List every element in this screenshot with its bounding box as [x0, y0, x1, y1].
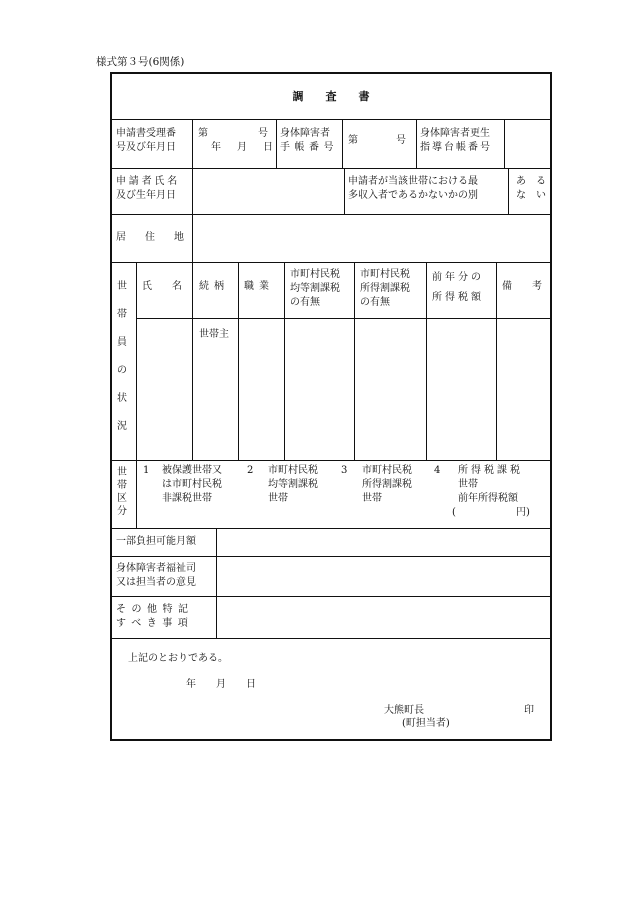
divider — [416, 119, 417, 168]
form-caption: 様式第３号(6関係) — [96, 56, 185, 68]
divider — [496, 262, 497, 460]
applicant-label: 申請者氏名 及び生年月日 — [116, 176, 180, 201]
category-1-text: 被保護世帯又 は市町村民税 非課税世帯 — [162, 465, 222, 504]
divider — [344, 168, 345, 214]
app-date-field: 年 月 日 — [211, 142, 276, 153]
category-4-number: 4 — [434, 465, 441, 476]
partial-burden-label: 一部負担可能月額 — [116, 536, 196, 547]
divider — [238, 262, 239, 460]
divider — [112, 556, 552, 557]
divider — [284, 262, 285, 460]
divider — [426, 262, 427, 460]
category-2-text: 市町村民税 均等割課税 世帯 — [268, 465, 318, 504]
officer-label: (町担当者) — [402, 718, 450, 729]
divider — [354, 262, 355, 460]
divider — [192, 119, 193, 262]
cert-no-label: 身体障害者 手帳番号 — [280, 128, 338, 153]
top-earner-options: あ る な い — [516, 176, 546, 201]
col-header-name: 氏 名 — [142, 281, 182, 292]
col-header-remarks: 備 考 — [502, 281, 542, 292]
statement-text: 上記のとおりである。 — [128, 653, 228, 664]
col-header-tax-equal: 市町村民税 均等割課税 の有無 — [290, 269, 340, 308]
divider — [276, 119, 277, 168]
divider — [112, 262, 552, 263]
category-3-number: 3 — [341, 465, 348, 476]
category-3-text: 市町村民税 所得割課税 世帯 — [362, 465, 412, 504]
col-header-tax-income: 市町村民税 所得割課税 の有無 — [360, 269, 410, 308]
category-4-amount-open: ( — [452, 507, 456, 518]
divider — [112, 168, 552, 169]
divider — [112, 596, 552, 597]
app-no-field: 第 号 — [198, 128, 273, 139]
divider — [136, 262, 137, 460]
other-label: その他特記 すべき事項 — [116, 604, 194, 629]
category-2-number: 2 — [247, 465, 254, 476]
divider — [112, 119, 552, 120]
col-header-relation: 続柄 — [199, 281, 229, 292]
category-4-amount-close: 円) — [516, 507, 530, 518]
divider — [504, 119, 505, 168]
top-earner-question: 申請者が当該世帯における最 多収入者であるかないかの別 — [348, 176, 478, 201]
divider — [112, 638, 552, 639]
address-label: 居 住 地 — [116, 232, 189, 243]
divider — [136, 460, 137, 528]
divider — [216, 528, 217, 638]
guidance-no-label: 身体障害者更生 指導台帳番号 — [420, 128, 492, 153]
mayor-title: 大熊町長 — [384, 705, 424, 716]
seal-mark: 印 — [524, 705, 534, 716]
divider — [508, 168, 509, 214]
survey-form: 調 査 書 申請書受理番 号及び年月日 第 号 年 月 日 身体障害者 手帳番号 第 号 身体障害者更生 指導台帳番号 申請者氏名 及び生年月日 申請者が当該世帯における最 多収入者であるかないかの別 あ る な い 居 住 地 世 帯 員 の 状 況 氏 名 続柄 職業 市町村民税 均等割課税 の有無 市町村民税 所得割課税 の有無 前年分の 所得税額 備 考 世帯主 世 帯 区 分 1 被保護世帯又 は市町村民税 非課税世帯 2 市町村民税 均等割課税 世帯 3 市町村民税 所得割課税 世帯 4 所得税課税 世帯 前年所得税額 ( 円) 一部負担可能月額 身体障害者福祉司 又は担当者の意見 その他特記 すべき事項 上記のとおりである。 年 月 日 大熊町長 印 (町担当者) — [110, 72, 552, 741]
app-no-label: 申請書受理番 号及び年月日 — [116, 128, 176, 153]
signature-date: 年 月 日 — [186, 679, 256, 690]
divider — [136, 318, 552, 319]
divider — [112, 528, 552, 529]
form-title: 調 査 書 — [292, 90, 370, 103]
divider — [342, 119, 343, 168]
col-header-occupation: 職業 — [244, 281, 274, 292]
col-header-prev-tax: 前年分の 所得税額 — [432, 272, 484, 303]
divider — [112, 214, 552, 215]
category-1-number: 1 — [143, 465, 150, 476]
divider — [192, 262, 193, 460]
category-4-text: 所得税課税 世帯 前年所得税額 — [458, 465, 523, 504]
divider — [112, 460, 552, 461]
cert-no-field: 第 号 — [348, 135, 412, 146]
opinion-label: 身体障害者福祉司 又は担当者の意見 — [116, 563, 196, 588]
first-member-relation: 世帯主 — [199, 329, 229, 340]
